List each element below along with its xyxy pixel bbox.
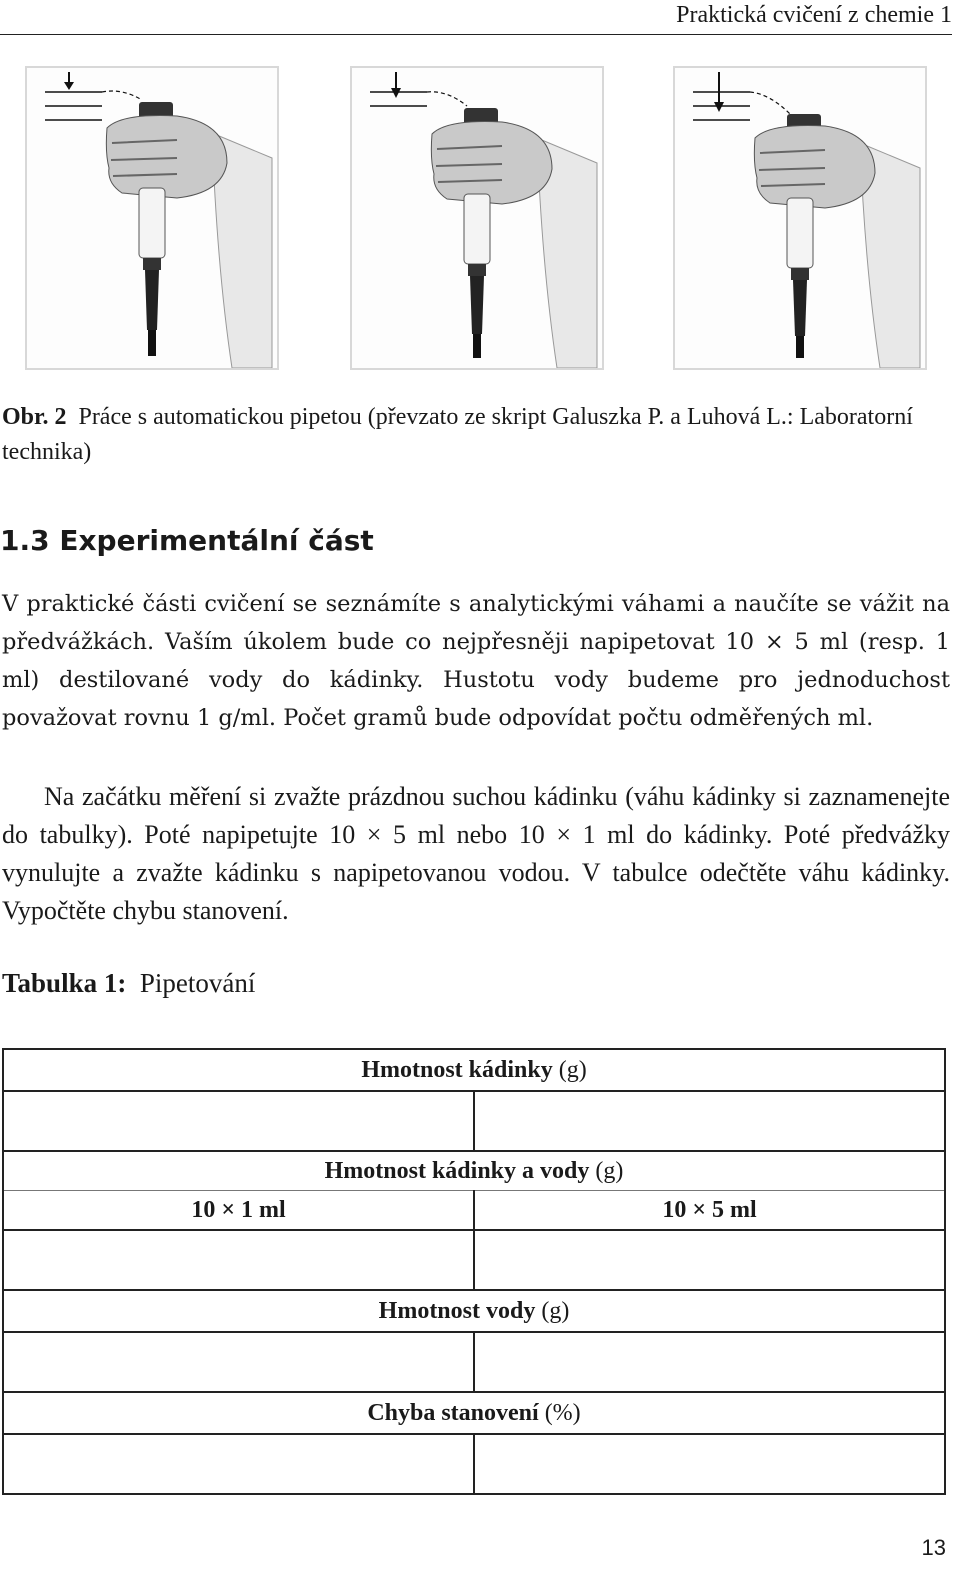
table-header-error: Chyba stanovení (%) bbox=[3, 1392, 945, 1434]
table-caption-label: Tabulka 1: bbox=[2, 968, 127, 998]
table-cell-beaker-1ml[interactable] bbox=[3, 1091, 474, 1151]
figure-caption-text: Práce s automatickou pipetou (převzato ze skript Galuszka P. a Luhová L.: Laboratorní technika) bbox=[2, 404, 913, 465]
page-number: 13 bbox=[921, 1535, 946, 1560]
table-cell-water-1ml[interactable] bbox=[3, 1332, 474, 1392]
table-col-10x5ml: 10 × 5 ml bbox=[474, 1191, 945, 1231]
table-cell-beaker-water-5ml[interactable] bbox=[474, 1230, 945, 1290]
table-cell-water-5ml[interactable] bbox=[474, 1332, 945, 1392]
pipette-step-3-image bbox=[673, 66, 927, 370]
running-header bbox=[0, 0, 952, 35]
table-header-water-mass: Hmotnost vody (g) bbox=[3, 1290, 945, 1332]
section-title: 1.3 Experimentální část bbox=[0, 524, 374, 557]
pipetting-table bbox=[2, 1048, 946, 1495]
table-caption bbox=[2, 968, 255, 999]
figure-caption bbox=[2, 400, 952, 470]
table-header-beaker-water-mass: Hmotnost kádinky a vody (g) bbox=[3, 1151, 945, 1191]
table-header-beaker-mass: Hmotnost kádinky (g) bbox=[3, 1049, 945, 1091]
pipette-figure bbox=[0, 66, 960, 372]
table-cell-beaker-5ml[interactable] bbox=[474, 1091, 945, 1151]
pipette-step-2-image bbox=[350, 66, 604, 370]
table-cell-beaker-water-1ml[interactable] bbox=[3, 1230, 474, 1290]
pipette-step-1-image bbox=[25, 66, 279, 370]
figure-caption-label: Obr. 2 bbox=[2, 404, 67, 430]
paragraph-intro: V praktické části cvičení se seznámíte s analytickými váhami a naučíte se vážit na předvážkách. Vaším úkolem bude co nejpřesněji napipetovat 10 × 5 ml (resp. 1 ml) destilované vody do kádinky. Hustotu vody budeme pro jednoduchost považovat rovnu 1 g/ml. Počet gramů bude odpovídat počtu odměřených ml. bbox=[2, 591, 950, 731]
paragraph-instructions: Na začátku měření si zvažte prázdnou suchou kádinku (váhu kádinky si zaznamenejte do tabulky). Poté napipetujte 10 × 5 ml nebo 10 × 1 ml do kádinky. Poté předvážky vynulujte a zvažte kádinku s napipetovanou vodou. V tabulce odečtěte váhu kádinky. Vypočtěte chybu stanovení. bbox=[2, 782, 950, 925]
table-cell-error-1ml[interactable] bbox=[3, 1434, 474, 1494]
table-cell-error-5ml[interactable] bbox=[474, 1434, 945, 1494]
table-caption-text: Pipetování bbox=[139, 968, 256, 998]
table-col-10x1ml: 10 × 1 ml bbox=[3, 1191, 474, 1231]
header-title: Praktická cvičení z chemie 1 bbox=[676, 2, 952, 28]
